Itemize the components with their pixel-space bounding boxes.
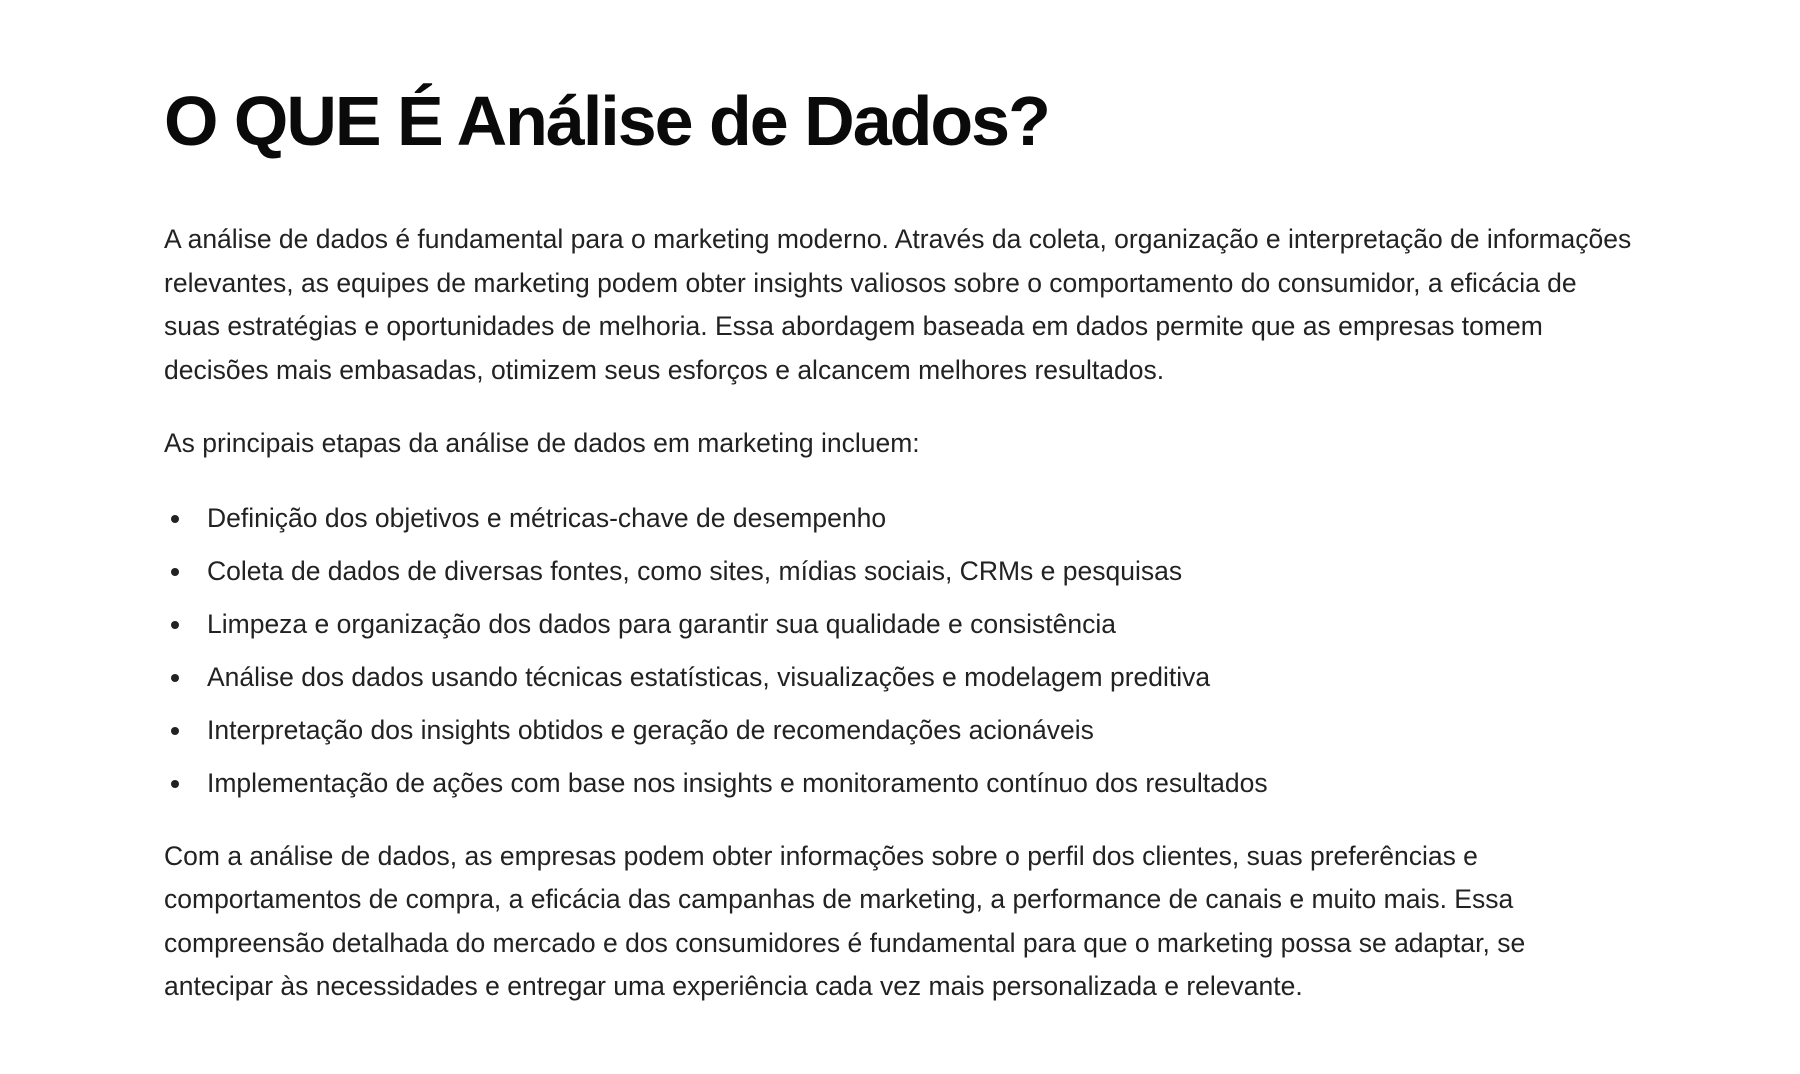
list-item-text: Limpeza e organização dos dados para garantir sua qualidade e consistência <box>207 608 1116 639</box>
list-item-text: Coleta de dados de diversas fontes, como sites, mídias sociais, CRMs e pesquisas <box>207 555 1183 586</box>
list-item-text: Análise dos dados usando técnicas estatísticas, visualizações e modelagem preditiva <box>207 661 1211 692</box>
list-item <box>164 656 1636 699</box>
bullet-icon <box>171 674 179 682</box>
bullet-icon <box>171 727 179 735</box>
bullet-icon <box>171 621 179 629</box>
steps-list <box>164 497 1636 805</box>
bullet-icon <box>171 515 179 523</box>
list-item <box>164 762 1636 805</box>
steps-intro-paragraph: As principais etapas da análise de dados em marketing incluem: <box>164 428 920 458</box>
list-item-text: Implementação de ações com base nos insights e monitoramento contínuo dos resultados <box>207 767 1268 798</box>
intro-paragraph: A análise de dados é fundamental para o marketing moderno. Através da coleta, organização e interpretação de informações relevantes, as equipes de marketing podem obter insights valiosos sobre o comportamento do consumidor, a eficácia de suas estratégias e oportunidades de melhoria. Essa abordagem baseada em dados permite que as empresas tomem decisões mais embasadas, otimizem seus esforços e alcancem melhores resultados. <box>164 224 1632 385</box>
bullet-icon <box>171 568 179 576</box>
page-title: O QUE É Análise de Dados? <box>164 82 1049 160</box>
list-item <box>164 497 1636 540</box>
list-item-text: Interpretação dos insights obtidos e geração de recomendações acionáveis <box>207 714 1094 745</box>
bullet-icon <box>171 780 179 788</box>
list-item <box>164 550 1636 593</box>
list-item <box>164 709 1636 752</box>
list-item-text: Definição dos objetivos e métricas-chave de desempenho <box>207 502 887 533</box>
list-item <box>164 603 1636 646</box>
closing-paragraph: Com a análise de dados, as empresas podem obter informações sobre o perfil dos clientes, suas preferências e comportamentos de compra, a eficácia das campanhas de marketing, a performance de canais e muito mais. Essa compreensão detalhada do mercado e dos consumidores é fundamental para que o marketing possa se adaptar, se antecipar às necessidades e entregar uma experiência cada vez mais personalizada e relevante. <box>164 840 1526 1001</box>
